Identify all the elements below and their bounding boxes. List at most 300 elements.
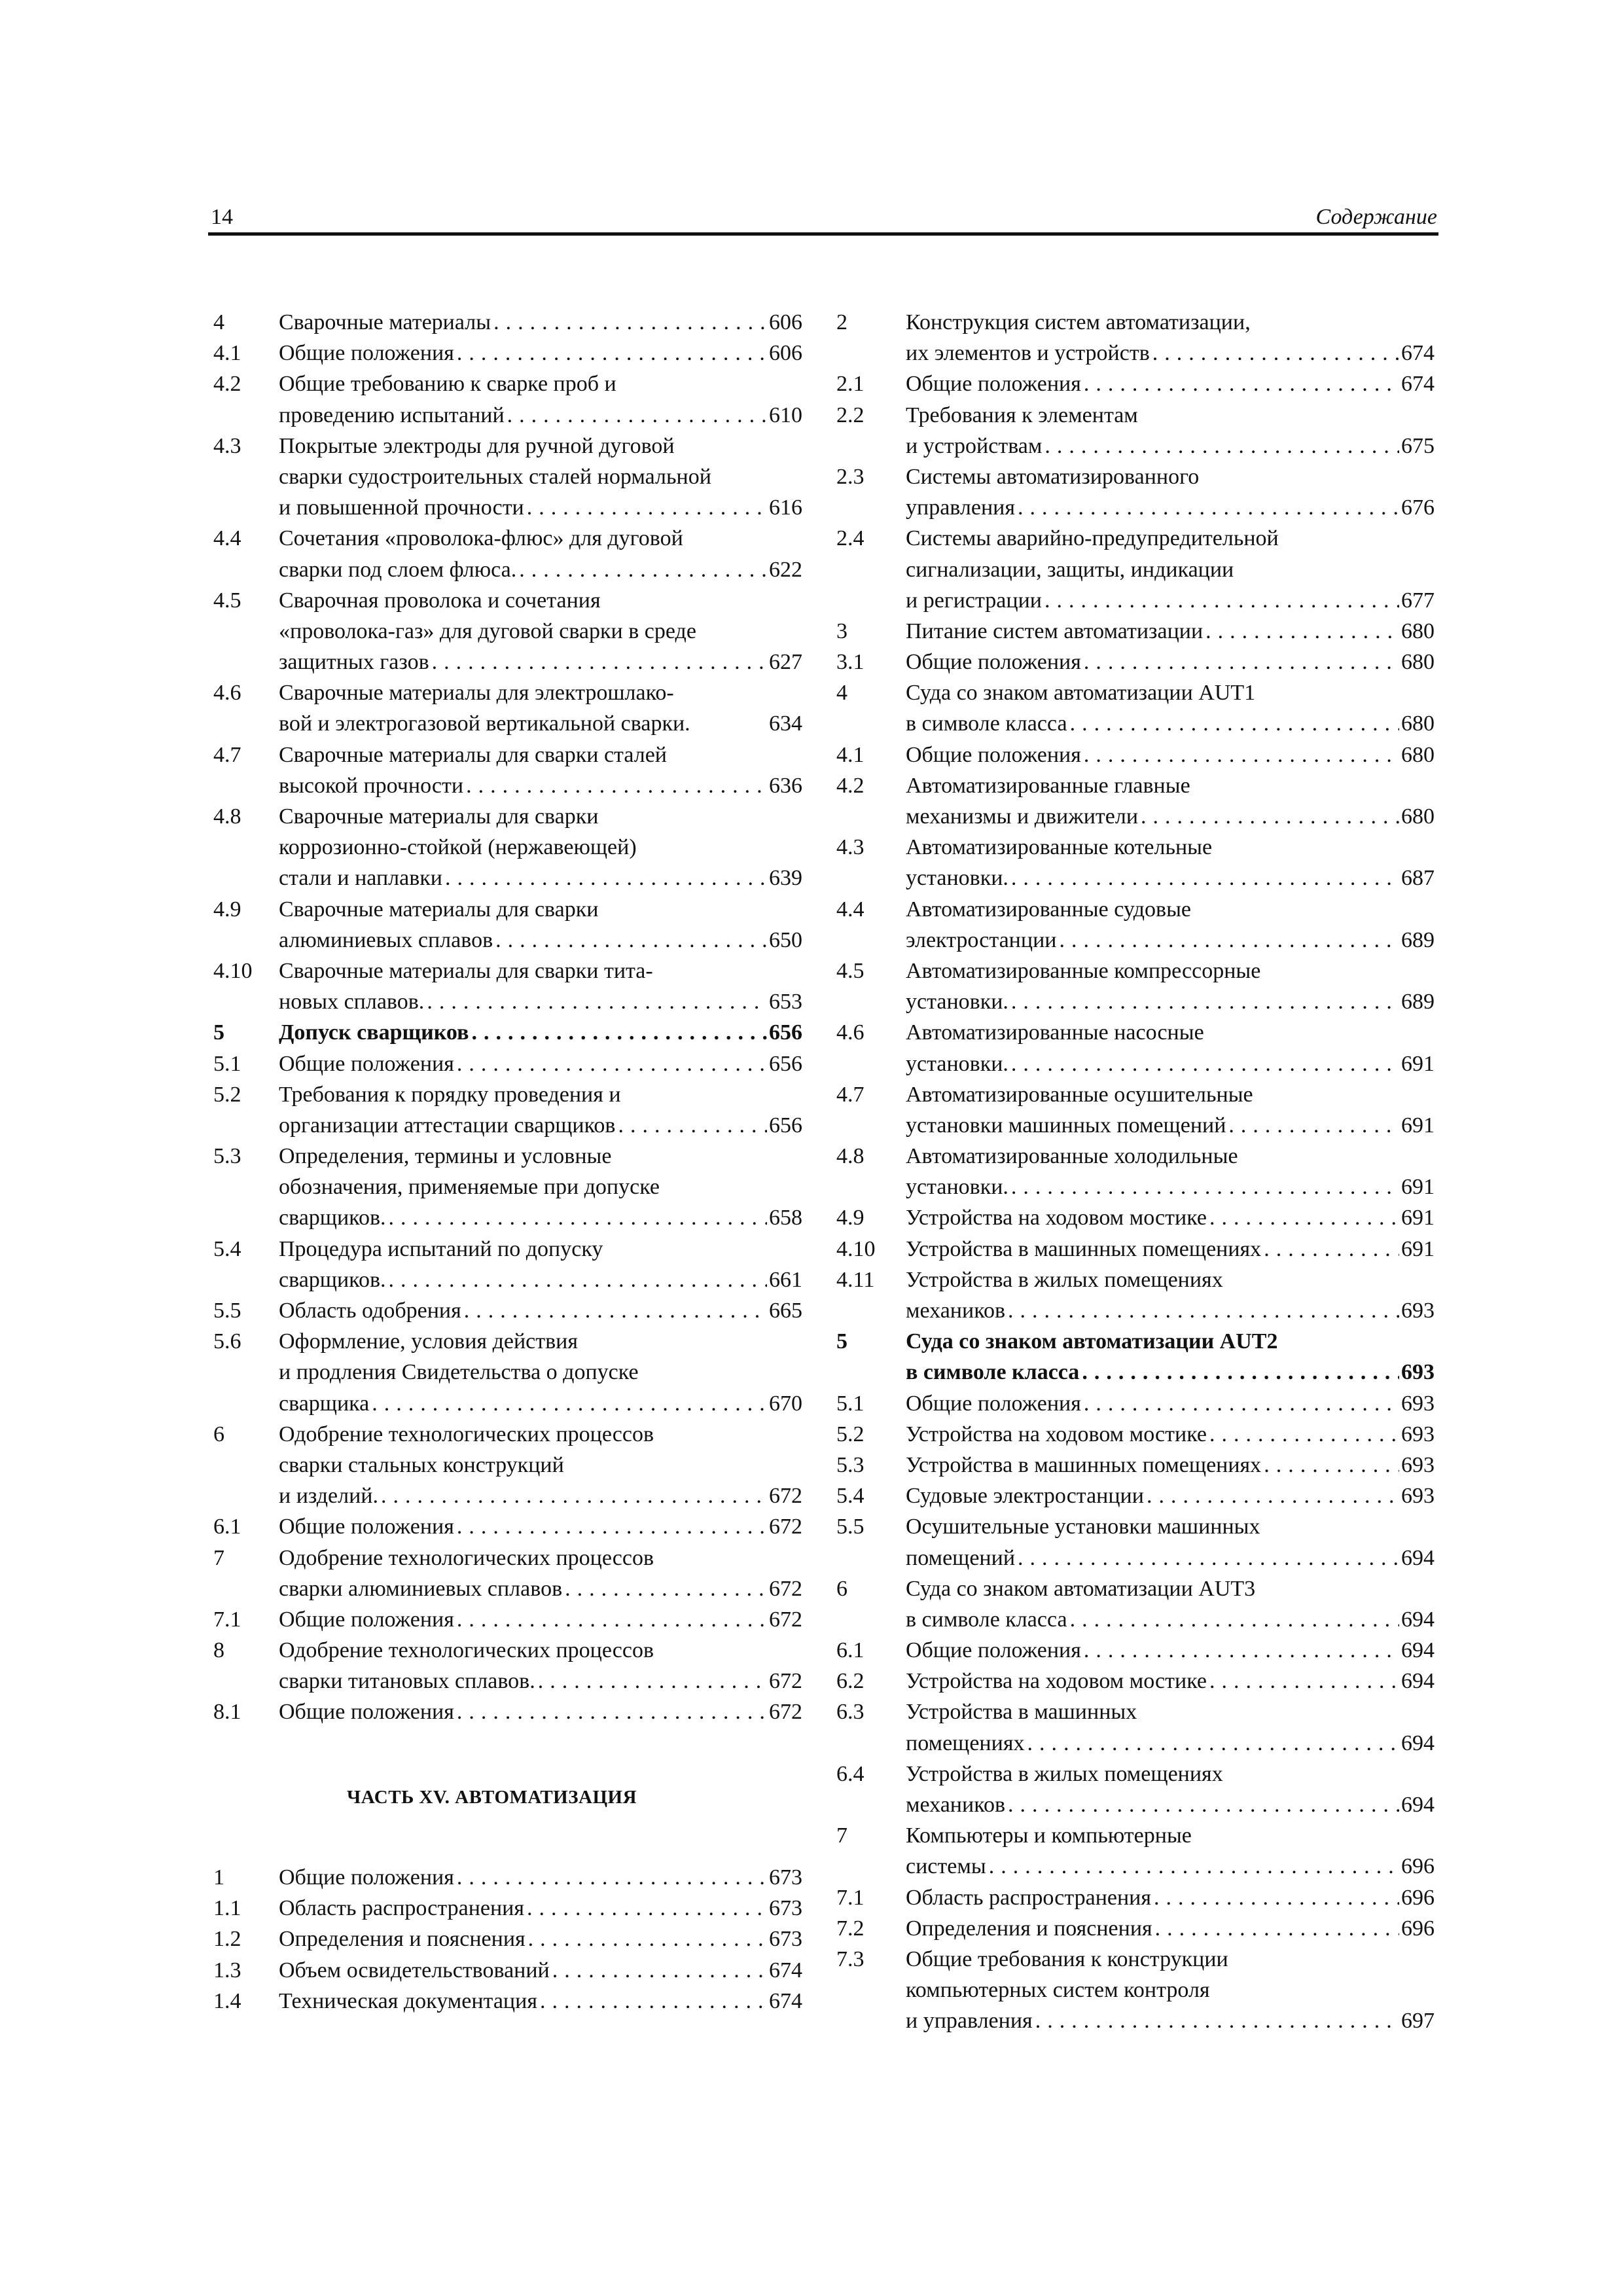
toc-entry-number: 4.8 bbox=[836, 1144, 865, 1169]
toc-entry-line bbox=[906, 1450, 1435, 1480]
toc-entry bbox=[213, 1511, 802, 1542]
toc-entry-line bbox=[279, 554, 802, 585]
toc-entry bbox=[836, 1573, 1435, 1635]
dot-leader bbox=[562, 1573, 767, 1604]
toc-entry bbox=[836, 307, 1435, 368]
toc-entry bbox=[836, 1419, 1435, 1450]
toc-entry-title: Общие положения bbox=[279, 341, 454, 366]
toc-entry bbox=[836, 1265, 1435, 1326]
toc-entry-line bbox=[279, 708, 802, 739]
toc-entry-number: 2.1 bbox=[836, 372, 865, 397]
toc-entry-number: 7.3 bbox=[836, 1946, 865, 1971]
toc-entry-title: Сварочные материалы для электрошлако- bbox=[279, 681, 674, 706]
toc-entry-line bbox=[279, 1893, 802, 1924]
dot-leader bbox=[1081, 1388, 1399, 1419]
toc-entry-title: проведению испытаний bbox=[279, 403, 505, 427]
toc-entry-title: Автоматизированные холодильные bbox=[906, 1144, 1238, 1169]
toc-entry-line bbox=[906, 1666, 1435, 1696]
dot-leader bbox=[1008, 1172, 1399, 1202]
toc-entry-title: Автоматизированные компрессорные bbox=[906, 958, 1261, 983]
toc-entry-title: Одобрение технологических процессов bbox=[279, 1422, 654, 1446]
toc-entry-title: Допуск сварщиков bbox=[279, 1020, 469, 1045]
dot-leader bbox=[1081, 740, 1399, 770]
toc-entry-line bbox=[279, 770, 802, 801]
toc-entry-line bbox=[906, 1511, 1435, 1542]
toc-entry-title: механиков bbox=[906, 1793, 1006, 1817]
toc-entry-line bbox=[279, 1326, 802, 1357]
toc-entry-line bbox=[279, 1172, 802, 1202]
toc-page-number: 687 bbox=[1401, 866, 1435, 891]
dot-leader bbox=[986, 1851, 1399, 1882]
toc-entry-title: Общие положения bbox=[279, 1515, 454, 1539]
toc-entry-line bbox=[906, 554, 1435, 585]
toc-entry-line bbox=[279, 1862, 802, 1893]
toc-page-number: 691 bbox=[1401, 1113, 1435, 1138]
toc-page-number: 622 bbox=[769, 557, 802, 582]
toc-entry-title: в символе класса bbox=[906, 1607, 1067, 1632]
toc-entry bbox=[836, 1882, 1435, 1913]
toc-entry-number: 4.2 bbox=[836, 773, 865, 798]
dot-leader bbox=[454, 1604, 767, 1635]
toc-page-number: 694 bbox=[1401, 1638, 1435, 1663]
toc-entry-line bbox=[279, 894, 802, 925]
toc-entry-title: в символе класса bbox=[906, 1360, 1080, 1385]
toc-entry-number: 7 bbox=[836, 1823, 847, 1848]
toc-entry-title: коррозионно-стойкой (нержавеющей) bbox=[279, 835, 637, 860]
toc-page-number: 694 bbox=[1401, 1669, 1435, 1694]
toc-entry-number: 4.3 bbox=[836, 835, 865, 860]
toc-entry-title: Общие положения bbox=[279, 1865, 454, 1890]
toc-entry-title: Судовые электростанции bbox=[906, 1484, 1144, 1509]
toc-entry-number: 4.6 bbox=[213, 681, 241, 706]
toc-page-number: 694 bbox=[1401, 1793, 1435, 1817]
toc-entry-number: 4.1 bbox=[213, 341, 241, 366]
toc-entry bbox=[213, 1017, 802, 1048]
toc-entry-title: Определения и пояснения bbox=[279, 1927, 526, 1952]
dot-leader bbox=[1079, 1357, 1399, 1388]
toc-entry-number: 1 bbox=[213, 1865, 224, 1890]
dot-leader bbox=[505, 400, 767, 431]
dot-leader bbox=[526, 1924, 767, 1954]
dot-leader bbox=[442, 863, 767, 893]
toc-entry-title: сварки алюминиевых сплавов bbox=[279, 1576, 563, 1601]
toc-entry-number: 5.5 bbox=[213, 1299, 241, 1323]
header-rule bbox=[208, 232, 1438, 236]
toc-entry-line bbox=[279, 1234, 802, 1265]
toc-entry-line bbox=[906, 1543, 1435, 1573]
toc-page-number: 691 bbox=[1401, 1236, 1435, 1261]
toc-entry-title: Устройства на ходовом мостике bbox=[906, 1422, 1207, 1446]
toc-entry-number: 6.4 bbox=[836, 1761, 865, 1786]
toc-page-number: 694 bbox=[1401, 1545, 1435, 1570]
toc-entry-line bbox=[906, 585, 1435, 616]
dot-leader bbox=[454, 1862, 767, 1893]
toc-entry-line bbox=[906, 1234, 1435, 1265]
toc-entry bbox=[213, 585, 802, 678]
dot-leader bbox=[535, 1666, 767, 1696]
toc-page-number: 693 bbox=[1401, 1484, 1435, 1509]
dot-leader bbox=[386, 1202, 767, 1233]
toc-entry-line bbox=[279, 1202, 802, 1233]
toc-page-number: 606 bbox=[769, 341, 802, 366]
toc-page-number: 691 bbox=[1401, 1206, 1435, 1230]
toc-entry-number: 5.3 bbox=[213, 1144, 241, 1169]
toc-entry-number: 6.1 bbox=[836, 1638, 865, 1663]
toc-entry-line bbox=[906, 616, 1435, 647]
toc-entry-title: Одобрение технологических процессов bbox=[279, 1545, 654, 1570]
toc-page-number: 674 bbox=[1401, 341, 1435, 366]
toc-entry-number: 4.11 bbox=[836, 1267, 875, 1292]
dot-leader bbox=[1033, 2005, 1399, 2036]
toc-entry-line bbox=[906, 1419, 1435, 1450]
toc-entry-title: помещений bbox=[906, 1545, 1016, 1570]
toc-page-number: 693 bbox=[1401, 1391, 1435, 1416]
toc-page-number: 672 bbox=[769, 1576, 802, 1601]
toc-part-list bbox=[213, 1862, 802, 2017]
dot-leader bbox=[1008, 1049, 1399, 1079]
toc-page-number: 674 bbox=[769, 1988, 802, 2013]
toc-entry-line bbox=[906, 523, 1435, 554]
toc-entry-line bbox=[279, 1141, 802, 1172]
toc-page-number: 674 bbox=[1401, 372, 1435, 397]
toc-entry bbox=[213, 801, 802, 894]
toc-entry bbox=[836, 956, 1435, 1017]
dot-leader bbox=[1005, 1295, 1399, 1326]
dot-leader bbox=[1005, 1789, 1399, 1820]
dot-leader bbox=[1203, 616, 1399, 647]
toc-entry-line bbox=[279, 1049, 802, 1079]
toc-entry-title: Устройства в жилых помещениях bbox=[906, 1761, 1223, 1786]
dot-leader bbox=[454, 1511, 767, 1542]
toc-entry-line bbox=[279, 677, 802, 708]
part-heading: ЧАСТЬ XV. АВТОМАТИЗАЦИЯ bbox=[347, 1787, 637, 1808]
toc-entry-number: 8 bbox=[213, 1638, 224, 1663]
toc-entry-line bbox=[906, 1573, 1435, 1604]
toc-entry-line bbox=[279, 1986, 802, 2017]
toc-entry-title: установки. bbox=[906, 1051, 1008, 1076]
dot-leader bbox=[1207, 1666, 1399, 1696]
toc-page-number: 636 bbox=[769, 773, 802, 798]
toc-entry-title: установки. bbox=[906, 990, 1008, 1014]
toc-entry-title: компьютерных систем контроля bbox=[906, 1978, 1210, 2003]
toc-entry bbox=[213, 368, 802, 430]
toc-entry-number: 7.1 bbox=[213, 1607, 241, 1632]
dot-leader bbox=[1042, 431, 1399, 461]
dot-leader bbox=[1067, 708, 1399, 739]
toc-entry-number: 7 bbox=[213, 1545, 224, 1570]
toc-page-number: 672 bbox=[769, 1700, 802, 1725]
toc-entry-title: и регистрации bbox=[906, 588, 1042, 613]
toc-entry-title: сварки под слоем флюса. bbox=[279, 557, 517, 582]
toc-page-number: 610 bbox=[769, 403, 802, 427]
toc-entry bbox=[213, 894, 802, 956]
dot-leader bbox=[1152, 1913, 1399, 1944]
toc-entry-line bbox=[906, 770, 1435, 801]
toc-page-number: 673 bbox=[769, 1896, 802, 1921]
toc-entry bbox=[836, 1141, 1435, 1202]
toc-entry-line bbox=[279, 1265, 802, 1295]
toc-entry bbox=[836, 1017, 1435, 1079]
toc-entry-line bbox=[279, 986, 802, 1017]
toc-entry bbox=[836, 647, 1435, 677]
toc-entry-line bbox=[279, 801, 802, 832]
toc-entry-line bbox=[906, 1975, 1435, 2005]
toc-entry bbox=[213, 1924, 802, 1954]
toc-page-number: 680 bbox=[1401, 742, 1435, 767]
dot-leader bbox=[1226, 1110, 1399, 1141]
toc-page-number: 658 bbox=[769, 1206, 802, 1230]
toc-entry-title: Область одобрения bbox=[279, 1299, 461, 1323]
dot-leader bbox=[1207, 1419, 1399, 1450]
toc-entry bbox=[836, 770, 1435, 832]
toc-page-number: 672 bbox=[769, 1515, 802, 1539]
toc-entry-line bbox=[279, 585, 802, 616]
toc-entry-title: Процедура испытаний по допуску bbox=[279, 1236, 603, 1261]
toc-entry-title: установки. bbox=[906, 1175, 1008, 1200]
toc-entry-line bbox=[279, 1924, 802, 1954]
toc-entry-title: Осушительные установки машинных bbox=[906, 1515, 1260, 1539]
toc-entry-line bbox=[279, 1543, 802, 1573]
toc-page-number: 680 bbox=[1401, 711, 1435, 736]
toc-entry-title: установки. bbox=[906, 866, 1008, 891]
toc-entry-title: Общие требованию к сварке проб и bbox=[279, 372, 616, 397]
toc-entry-title: Сварочные материалы для сварки bbox=[279, 897, 599, 922]
toc-entry-title: Определения и пояснения bbox=[906, 1916, 1152, 1941]
toc-entry-line bbox=[906, 400, 1435, 431]
toc-entry-title: Питание систем автоматизации bbox=[906, 619, 1204, 643]
toc-entry-title: Общие положения bbox=[279, 1700, 454, 1725]
dot-leader bbox=[378, 1480, 767, 1511]
toc-entry-line bbox=[279, 1079, 802, 1110]
dot-leader bbox=[615, 1110, 767, 1141]
toc-entry-title: электростанции bbox=[906, 927, 1057, 952]
toc-entry-line bbox=[906, 431, 1435, 461]
toc-entry-title: Общие положения bbox=[906, 372, 1081, 397]
toc-entry-title: Сварочные материалы bbox=[279, 310, 491, 334]
toc-entry-number: 5.1 bbox=[836, 1391, 865, 1416]
toc-entry-number: 4.7 bbox=[213, 742, 241, 767]
toc-entry bbox=[836, 523, 1435, 616]
toc-entry bbox=[836, 894, 1435, 956]
toc-page-number: 689 bbox=[1401, 990, 1435, 1014]
toc-entry bbox=[836, 1450, 1435, 1480]
toc-entry bbox=[836, 1234, 1435, 1265]
toc-entry-line bbox=[906, 1295, 1435, 1326]
toc-page-number: 672 bbox=[769, 1484, 802, 1509]
toc-entry-line bbox=[906, 1759, 1435, 1789]
toc-page-number: 606 bbox=[769, 310, 802, 334]
toc-entry-line bbox=[279, 461, 802, 492]
dot-leader bbox=[1151, 1882, 1399, 1913]
toc-entry bbox=[836, 1079, 1435, 1141]
toc-entry-title: Общие положения bbox=[906, 742, 1081, 767]
toc-entry-title: механизмы и движители bbox=[906, 804, 1139, 829]
toc-entry-title: и изделий. bbox=[279, 1484, 378, 1509]
toc-entry-number: 4.9 bbox=[213, 897, 241, 922]
toc-entry bbox=[836, 1202, 1435, 1233]
toc-entry bbox=[836, 1944, 1435, 2037]
toc-entry-line bbox=[906, 925, 1435, 956]
toc-entry-line bbox=[906, 1696, 1435, 1727]
toc-entry-title: и управления bbox=[906, 2009, 1033, 2034]
toc-entry-number: 8.1 bbox=[213, 1700, 241, 1725]
toc-entry-title: Компьютеры и компьютерные bbox=[906, 1823, 1192, 1848]
toc-entry-line bbox=[279, 492, 802, 523]
dot-leader bbox=[491, 307, 767, 338]
toc-entry-line bbox=[279, 400, 802, 431]
toc-entry-title: Конструкция систем автоматизации, bbox=[906, 310, 1251, 334]
toc-page-number: 673 bbox=[769, 1927, 802, 1952]
toc-entry-title: Устройства в машинных помещениях bbox=[906, 1452, 1262, 1477]
toc-entry-number: 6 bbox=[213, 1422, 224, 1446]
toc-entry-line bbox=[279, 523, 802, 554]
toc-entry-title: Сварочные материалы для сварки bbox=[279, 804, 599, 829]
toc-page-number: 680 bbox=[1401, 804, 1435, 829]
toc-entry bbox=[213, 1543, 802, 1604]
toc-entry-number: 4.5 bbox=[213, 588, 241, 613]
toc-page-number: 656 bbox=[769, 1051, 802, 1076]
toc-entry-title: Общие положения bbox=[906, 1391, 1081, 1416]
dot-leader bbox=[1008, 863, 1399, 893]
toc-entry-line bbox=[906, 1079, 1435, 1110]
toc-entry-number: 1.4 bbox=[213, 1988, 241, 2013]
dot-leader bbox=[1207, 1202, 1399, 1233]
toc-page-number: 677 bbox=[1401, 588, 1435, 613]
dot-leader bbox=[1067, 1604, 1399, 1635]
toc-entry-line bbox=[279, 1635, 802, 1666]
toc-entry-title: и повышенной прочности bbox=[279, 495, 524, 520]
toc-entry-number: 4.8 bbox=[213, 804, 241, 829]
toc-entry-title: их элементов и устройств bbox=[906, 341, 1150, 366]
dot-leader bbox=[1081, 1635, 1399, 1666]
toc-entry bbox=[213, 307, 802, 338]
toc-entry-number: 4.2 bbox=[213, 372, 241, 397]
toc-entry-title: и продления Свидетельства о допуске bbox=[279, 1360, 639, 1385]
toc-entry-title: сварки судостроительных сталей нормальной bbox=[279, 464, 711, 489]
toc-entry-title: установки машинных помещений bbox=[906, 1113, 1226, 1138]
toc-page-number: 694 bbox=[1401, 1731, 1435, 1755]
toc-page-number: 696 bbox=[1401, 1854, 1435, 1879]
toc-entry-title: Требования к порядку проведения и bbox=[279, 1082, 621, 1107]
toc-entry bbox=[213, 740, 802, 801]
toc-entry-line bbox=[906, 1789, 1435, 1820]
toc-page-number: 691 bbox=[1401, 1051, 1435, 1076]
toc-entry-line bbox=[279, 1696, 802, 1727]
toc-entry bbox=[213, 1635, 802, 1696]
toc-entry-line bbox=[279, 1511, 802, 1542]
toc-entry bbox=[213, 1986, 802, 2017]
dot-leader bbox=[386, 1265, 767, 1295]
toc-page-number: 676 bbox=[1401, 495, 1435, 520]
toc-entry-number: 3.1 bbox=[836, 650, 865, 675]
dot-leader bbox=[1081, 647, 1399, 677]
toc-entry bbox=[213, 1141, 802, 1234]
toc-entry-line bbox=[906, 1017, 1435, 1048]
toc-entry bbox=[836, 1326, 1435, 1388]
toc-entry bbox=[213, 1862, 802, 1893]
toc-entry-title: Сварочная проволока и сочетания bbox=[279, 588, 601, 613]
toc-entry-line bbox=[279, 1573, 802, 1604]
toc-entry-title: Суда со знаком автоматизации AUT1 bbox=[906, 681, 1256, 706]
toc-page-number: 675 bbox=[1401, 433, 1435, 458]
toc-entry-title: Суда со знаком автоматизации AUT3 bbox=[906, 1576, 1256, 1601]
toc-entry-line bbox=[279, 863, 802, 893]
toc-entry-number: 4 bbox=[213, 310, 224, 334]
toc-page-number: 696 bbox=[1401, 1916, 1435, 1941]
toc-page-number: 616 bbox=[769, 495, 802, 520]
toc-entry-line bbox=[906, 1388, 1435, 1419]
toc-entry-title: «проволока-газ» для дуговой сварки в среде bbox=[279, 619, 696, 643]
toc-entry-title: Устройства на ходовом мостике bbox=[906, 1206, 1207, 1230]
toc-entry-line bbox=[906, 1604, 1435, 1635]
dot-leader bbox=[1056, 925, 1399, 956]
toc-entry-line bbox=[279, 368, 802, 399]
toc-page-number: 693 bbox=[1401, 1360, 1435, 1385]
dot-leader bbox=[463, 770, 767, 801]
toc-entry-title: Общие положения bbox=[279, 1051, 454, 1076]
toc-entry-title: Автоматизированные насосные bbox=[906, 1020, 1204, 1045]
toc-entry-line bbox=[906, 307, 1435, 338]
toc-entry-title: Системы автоматизированного bbox=[906, 464, 1200, 489]
toc-entry-number: 5.3 bbox=[836, 1452, 865, 1477]
toc-entry-line bbox=[279, 925, 802, 956]
toc-entry bbox=[213, 523, 802, 584]
toc-entry-title: сигнализации, защиты, индикации bbox=[906, 557, 1234, 582]
page-header bbox=[208, 203, 1438, 232]
dot-leader bbox=[1024, 1728, 1399, 1759]
toc-entry-title: Суда со знаком автоматизации AUT2 bbox=[906, 1329, 1278, 1354]
dot-leader bbox=[516, 554, 767, 585]
toc-entry bbox=[836, 1666, 1435, 1696]
toc-entry bbox=[836, 1820, 1435, 1882]
toc-entry-title: сварки титановых сплавов. bbox=[279, 1669, 535, 1694]
page-number: 14 bbox=[211, 205, 233, 229]
dot-leader bbox=[524, 1893, 767, 1924]
toc-entry bbox=[836, 616, 1435, 647]
toc-entry-title: Область распространения bbox=[279, 1896, 525, 1921]
dot-leader bbox=[1261, 1450, 1399, 1480]
toc-entry bbox=[836, 1480, 1435, 1511]
toc-entry-title: Устройства в жилых помещениях bbox=[906, 1267, 1223, 1292]
toc-entry-title: Одобрение технологических процессов bbox=[279, 1638, 654, 1663]
toc-entry-line bbox=[906, 1049, 1435, 1079]
toc-entry-number: 5.6 bbox=[213, 1329, 241, 1354]
toc-entry-line bbox=[906, 1265, 1435, 1295]
dot-leader bbox=[1261, 1234, 1399, 1265]
toc-entry bbox=[213, 1893, 802, 1924]
toc-entry-title: обозначения, применяемые при допуске bbox=[279, 1175, 660, 1200]
toc-entry bbox=[836, 1913, 1435, 1944]
toc-entry-title: в символе класса bbox=[906, 711, 1067, 736]
toc-entry-line bbox=[906, 1728, 1435, 1759]
dot-leader bbox=[454, 338, 767, 368]
toc-page-number: 639 bbox=[769, 866, 802, 891]
toc-page-number: 697 bbox=[1401, 2009, 1435, 2034]
toc-entry-title: Общие положения bbox=[906, 1638, 1081, 1663]
toc-page-number: 693 bbox=[1401, 1299, 1435, 1323]
dot-leader bbox=[1015, 492, 1399, 523]
toc-entry-line bbox=[279, 1480, 802, 1511]
dot-leader bbox=[424, 986, 767, 1017]
toc-entry-number: 2.2 bbox=[836, 403, 865, 427]
toc-entry-line bbox=[906, 1882, 1435, 1913]
toc-entry-title: Объем освидетельствований bbox=[279, 1958, 550, 1982]
toc-entry bbox=[213, 1696, 802, 1727]
toc-entry bbox=[836, 740, 1435, 770]
toc-entry-title: высокой прочности bbox=[279, 773, 464, 798]
toc-page-number: 673 bbox=[769, 1865, 802, 1890]
toc-entry-line bbox=[906, 1357, 1435, 1388]
